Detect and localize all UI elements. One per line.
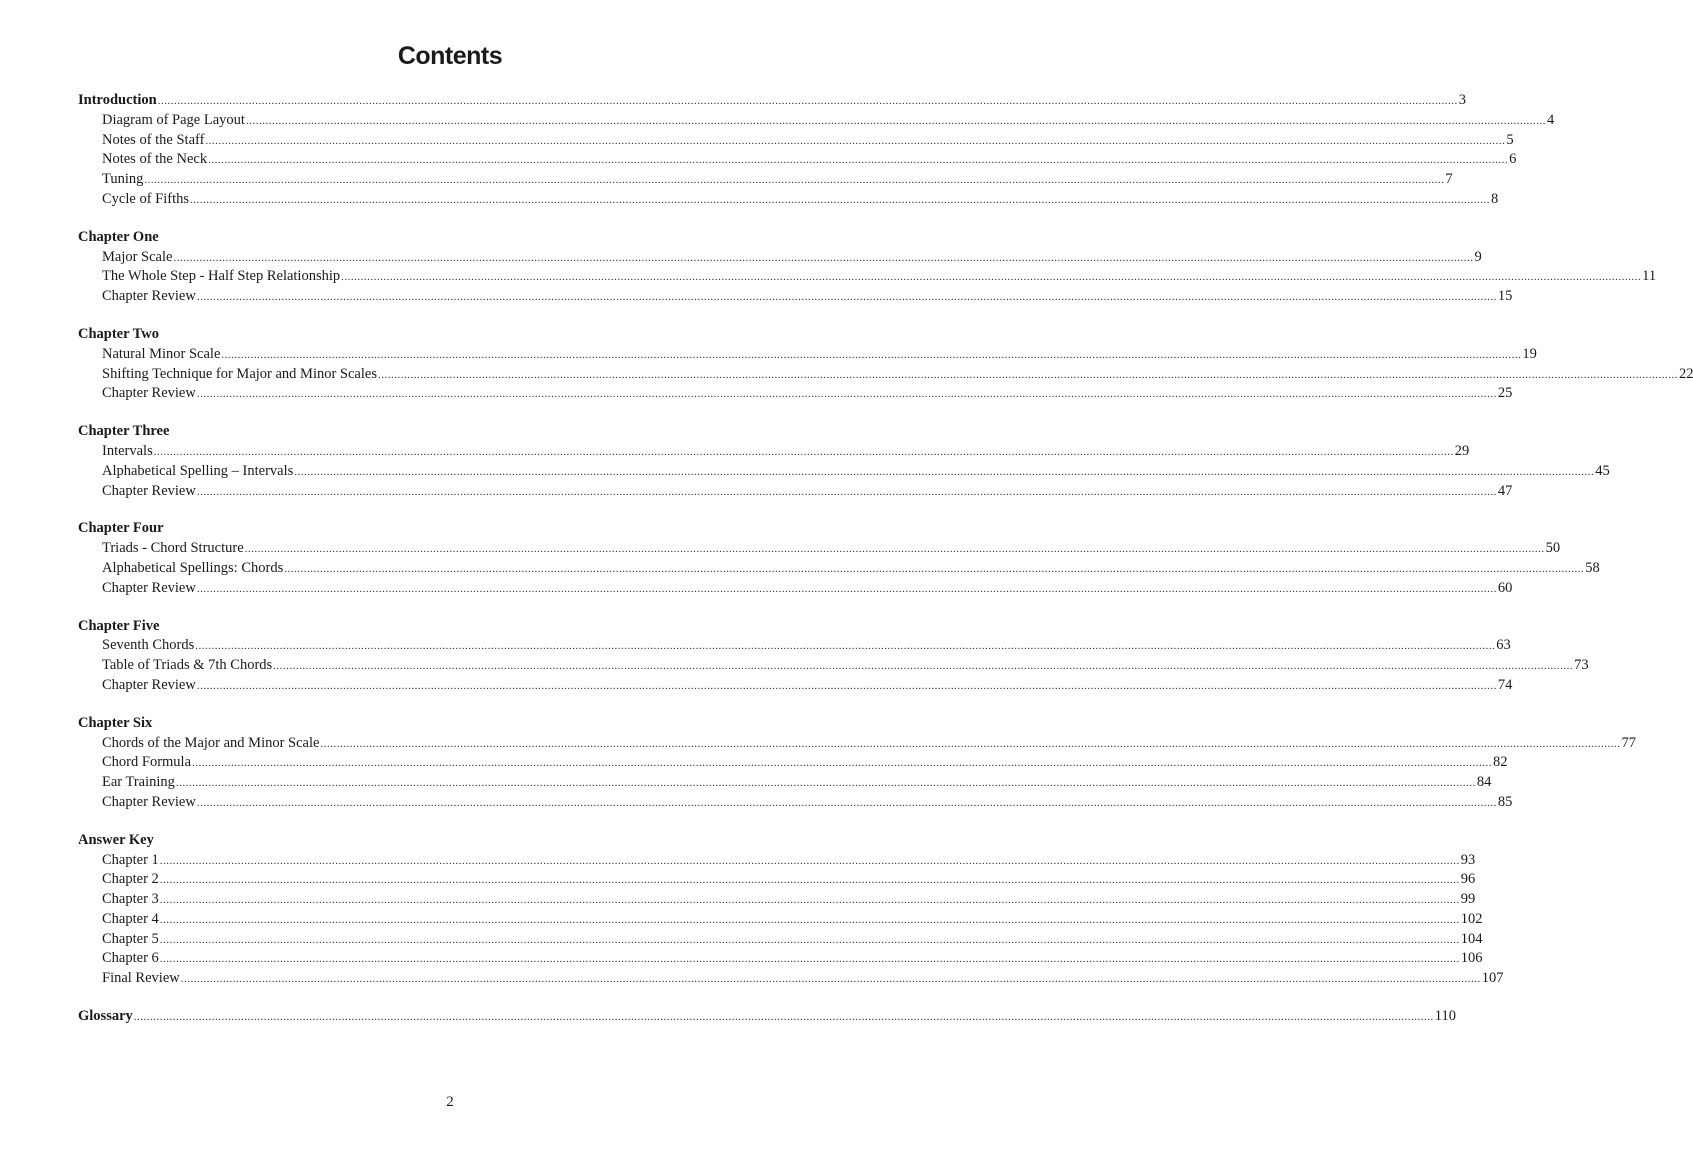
toc-section-heading[interactable]: [78, 1007, 1456, 1027]
page-number: 2: [446, 1094, 454, 1110]
toc-entry[interactable]: [78, 930, 1483, 950]
toc-section-heading: Answer Key: [78, 831, 154, 848]
toc-section: [78, 617, 1589, 696]
page-ref: 50: [1545, 540, 1561, 557]
entry-title: Tuning: [102, 171, 144, 188]
page-ref: 15: [1497, 288, 1513, 305]
page-ref: 45: [1595, 462, 1610, 479]
table-of-contents: [78, 91, 1693, 1027]
toc-entry[interactable]: [78, 482, 1513, 502]
toc-entry[interactable]: [78, 462, 1610, 482]
page-ref: 104: [1460, 930, 1483, 947]
entry-title: Shifting Technique for Major and Minor Scales: [102, 365, 377, 382]
toc-entry[interactable]: [78, 851, 1476, 871]
toc-entry[interactable]: [78, 287, 1513, 307]
dot-leader: ................................................................................................................................................................................................................................................................................................................................................................................................................: [341, 271, 1642, 284]
dot-leader: ................................................................................................................................................................................................................................................................................................................................................................................................................: [159, 854, 1460, 867]
section-title: Introduction: [78, 92, 157, 108]
dot-leader: ................................................................................................................................................................................................................................................................................................................................................................................................................: [173, 251, 1474, 264]
page-ref: 25: [1497, 385, 1513, 402]
dot-leader: ................................................................................................................................................................................................................................................................................................................................................................................................................: [208, 154, 1509, 167]
entry-title: The Whole Step - Half Step Relationship: [102, 268, 341, 285]
dot-leader: ................................................................................................................................................................................................................................................................................................................................................................................................................: [320, 737, 1621, 750]
toc-entry[interactable]: [78, 579, 1513, 599]
entry-title: Chapter 6: [102, 950, 159, 967]
dot-leader: ................................................................................................................................................................................................................................................................................................................................................................................................................: [196, 291, 1497, 304]
entry-title: Triads - Chord Structure: [102, 540, 244, 557]
page-ref: 84: [1476, 774, 1492, 791]
toc-entry[interactable]: [78, 676, 1513, 696]
dot-leader: ................................................................................................................................................................................................................................................................................................................................................................................................................: [157, 95, 1458, 107]
dot-leader: ................................................................................................................................................................................................................................................................................................................................................................................................................: [244, 543, 1545, 556]
page-ref: 4: [1546, 111, 1555, 128]
entry-title: Seventh Chords: [102, 637, 195, 654]
toc-section-heading[interactable]: [78, 91, 1466, 111]
toc-section: [78, 228, 1657, 307]
entry-title: Notes of the Staff: [102, 131, 205, 148]
page-ref: 19: [1522, 345, 1537, 362]
toc-entry[interactable]: [78, 150, 1517, 170]
page-title: Contents: [397, 42, 503, 70]
toc-entry[interactable]: [78, 442, 1470, 462]
dot-leader: ................................................................................................................................................................................................................................................................................................................................................................................................................: [180, 973, 1481, 986]
dot-leader: ................................................................................................................................................................................................................................................................................................................................................................................................................: [195, 640, 1496, 653]
toc-section-heading: Chapter Six: [78, 714, 153, 731]
entry-title: Final Review: [102, 970, 180, 987]
dot-leader: ................................................................................................................................................................................................................................................................................................................................................................................................................: [159, 913, 1460, 926]
entry-title: Intervals: [102, 442, 153, 459]
toc-entry[interactable]: [78, 656, 1589, 676]
toc-section-heading: Chapter Two: [78, 325, 159, 342]
page-ref: 96: [1460, 871, 1476, 888]
entry-title: Alphabetical Spellings: Chords: [102, 559, 284, 576]
dot-leader: ................................................................................................................................................................................................................................................................................................................................................................................................................: [159, 874, 1460, 887]
toc-entry[interactable]: [78, 753, 1508, 773]
page-ref: 29: [1454, 442, 1470, 459]
entry-title: Chapter Review: [102, 579, 196, 596]
toc-section: [78, 714, 1636, 813]
page-ref: 63: [1496, 637, 1511, 654]
toc-entry[interactable]: [78, 539, 1561, 559]
page-ref: 74: [1497, 676, 1513, 693]
dot-leader: ................................................................................................................................................................................................................................................................................................................................................................................................................: [196, 796, 1497, 809]
page-ref: 47: [1497, 482, 1513, 499]
toc-section: [78, 91, 1555, 210]
toc-section: [78, 325, 1693, 404]
toc-entry[interactable]: [78, 170, 1453, 190]
toc-entry[interactable]: [78, 384, 1513, 404]
page-ref: 60: [1497, 579, 1513, 596]
page-ref: 22: [1678, 365, 1693, 382]
toc-entry[interactable]: [78, 636, 1511, 656]
toc-entry[interactable]: [78, 131, 1514, 151]
entry-title: Chapter Review: [102, 793, 196, 810]
entry-title: Cycle of Fifths: [102, 190, 189, 207]
page-ref: 102: [1460, 910, 1483, 927]
toc-section-heading: Chapter Five: [78, 617, 160, 634]
toc-entry[interactable]: [78, 190, 1499, 210]
dot-leader: ................................................................................................................................................................................................................................................................................................................................................................................................................: [190, 193, 1490, 206]
dot-leader: ................................................................................................................................................................................................................................................................................................................................................................................................................: [133, 1011, 1434, 1024]
dot-leader: ................................................................................................................................................................................................................................................................................................................................................................................................................: [144, 174, 1445, 187]
page-ref: 93: [1460, 851, 1476, 868]
toc-entry[interactable]: [78, 111, 1555, 131]
toc-entry[interactable]: [78, 248, 1482, 268]
dot-leader: ................................................................................................................................................................................................................................................................................................................................................................................................................: [159, 933, 1460, 946]
dot-leader: ................................................................................................................................................................................................................................................................................................................................................................................................................: [196, 388, 1497, 401]
entry-title: Alphabetical Spelling – Intervals: [102, 462, 294, 479]
dot-leader: ................................................................................................................................................................................................................................................................................................................................................................................................................: [273, 660, 1574, 673]
page-ref: 82: [1493, 754, 1508, 771]
toc-section: [78, 1007, 1456, 1027]
page-ref: 9: [1474, 248, 1482, 265]
entry-title: Chapter 5: [102, 930, 159, 947]
page-ref: 85: [1497, 793, 1513, 810]
entry-title: Chords of the Major and Minor Scale: [102, 734, 320, 751]
entry-title: Chord Formula: [102, 754, 192, 771]
toc-entry[interactable]: [78, 969, 1504, 989]
toc-section-heading: Chapter One: [78, 228, 159, 245]
toc-section: [78, 422, 1610, 501]
toc-section: [78, 519, 1600, 598]
entry-title: Natural Minor Scale: [102, 345, 221, 362]
page-ref: 8: [1491, 190, 1499, 207]
entry-title: Notes of the Neck: [102, 151, 208, 168]
page-ref: 3: [1458, 92, 1466, 108]
dot-leader: ................................................................................................................................................................................................................................................................................................................................................................................................................: [159, 953, 1460, 966]
dot-leader: ................................................................................................................................................................................................................................................................................................................................................................................................................: [175, 777, 1476, 790]
page-ref: 7: [1445, 171, 1453, 188]
dot-leader: ................................................................................................................................................................................................................................................................................................................................................................................................................: [221, 348, 1522, 361]
entry-title: Chapter 1: [102, 851, 159, 868]
entry-title: Chapter 2: [102, 871, 159, 888]
dot-leader: ................................................................................................................................................................................................................................................................................................................................................................................................................: [196, 582, 1497, 595]
dot-leader: ................................................................................................................................................................................................................................................................................................................................................................................................................: [245, 114, 1546, 127]
dot-leader: ................................................................................................................................................................................................................................................................................................................................................................................................................: [196, 485, 1497, 498]
page-ref: 5: [1506, 131, 1514, 148]
page-ref: 99: [1460, 891, 1476, 908]
entry-title: Chapter Review: [102, 288, 196, 305]
entry-title: Diagram of Page Layout: [102, 111, 245, 128]
dot-leader: ................................................................................................................................................................................................................................................................................................................................................................................................................: [153, 445, 1454, 458]
toc-section-heading: Chapter Three: [78, 423, 170, 440]
toc-entry[interactable]: [78, 793, 1513, 813]
toc-entry[interactable]: [78, 559, 1600, 579]
toc-entry[interactable]: [78, 345, 1537, 365]
page-ref: 73: [1574, 657, 1589, 674]
toc-entry[interactable]: [78, 365, 1693, 385]
entry-title: Chapter 4: [102, 910, 159, 927]
toc-entry[interactable]: [78, 773, 1492, 793]
entry-title: Major Scale: [102, 248, 173, 265]
page-ref: 11: [1642, 268, 1657, 285]
toc-entry[interactable]: [78, 870, 1476, 890]
page-ref: 58: [1585, 559, 1600, 576]
dot-leader: ................................................................................................................................................................................................................................................................................................................................................................................................................: [205, 134, 1506, 147]
page-ref: 110: [1434, 1008, 1456, 1025]
toc-entry[interactable]: [78, 890, 1476, 910]
page-ref: 77: [1621, 734, 1636, 751]
entry-title: Chapter Review: [102, 482, 196, 499]
toc-entry[interactable]: [78, 949, 1483, 969]
dot-leader: ................................................................................................................................................................................................................................................................................................................................................................................................................: [377, 368, 1678, 381]
dot-leader: ................................................................................................................................................................................................................................................................................................................................................................................................................: [196, 679, 1497, 692]
dot-leader: ................................................................................................................................................................................................................................................................................................................................................................................................................: [284, 562, 1585, 575]
toc-entry[interactable]: [78, 734, 1636, 754]
toc-entry[interactable]: [78, 910, 1483, 930]
entry-title: Table of Triads & 7th Chords: [102, 657, 273, 674]
toc-section: [78, 831, 1504, 989]
entry-title: Chapter 3: [102, 891, 159, 908]
toc-entry[interactable]: [78, 267, 1657, 287]
entry-title: Chapter Review: [102, 385, 196, 402]
dot-leader: ................................................................................................................................................................................................................................................................................................................................................................................................................: [294, 465, 1595, 478]
entry-title: Ear Training: [102, 774, 175, 791]
toc-section-heading: Chapter Four: [78, 520, 164, 537]
dot-leader: ................................................................................................................................................................................................................................................................................................................................................................................................................: [192, 757, 1493, 770]
page-ref: 106: [1460, 950, 1483, 967]
page-ref: 107: [1481, 970, 1504, 987]
entry-title: Chapter Review: [102, 676, 196, 693]
section-title: Glossary: [78, 1008, 133, 1025]
dot-leader: ................................................................................................................................................................................................................................................................................................................................................................................................................: [159, 894, 1460, 907]
page-ref: 6: [1509, 151, 1517, 168]
